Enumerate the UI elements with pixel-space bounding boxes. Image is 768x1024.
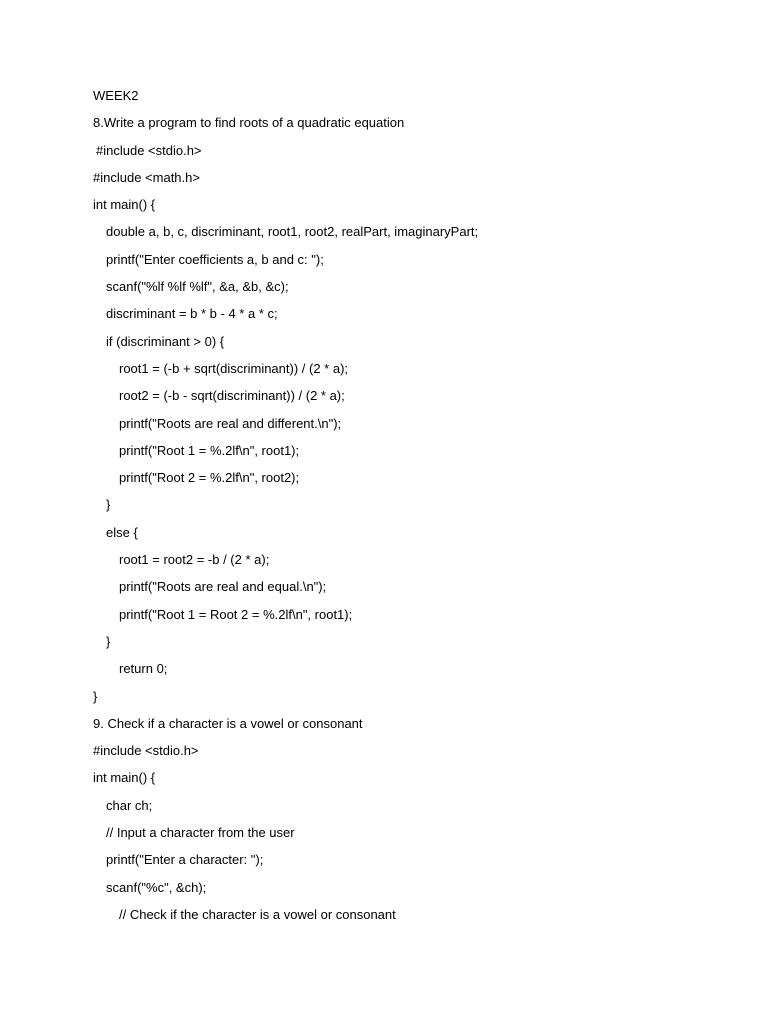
- code-line: #include <math.h>: [93, 169, 200, 185]
- code-line: }: [106, 633, 111, 649]
- code-line: int main() {: [93, 197, 156, 213]
- code-line: #include <stdio.h>: [93, 743, 199, 759]
- document-heading: WEEK2: [93, 88, 139, 103]
- code-line: return 0;: [119, 661, 168, 677]
- document-body: [93, 86, 733, 932]
- code-line: }: [106, 497, 111, 513]
- code-line: printf("Root 1 = %.2lf\n", root1);: [119, 442, 300, 458]
- code-line: double a, b, c, discriminant, root1, root2, realPart, imaginaryPart;: [106, 224, 479, 240]
- question-8-title: 8.Write a program to find roots of a quadratic equation: [93, 115, 405, 131]
- code-line: #include <stdio.h>: [96, 142, 202, 158]
- code-line: discriminant = b * b - 4 * a * c;: [106, 306, 278, 322]
- code-line: printf("Enter coefficients a, b and c: ");: [106, 251, 324, 267]
- code-line: printf("Enter a character: ");: [106, 852, 264, 868]
- code-line: // Check if the character is a vowel or consonant: [119, 906, 396, 922]
- code-line: scanf("%c", &ch);: [106, 879, 207, 895]
- code-line: // Input a character from the user: [106, 825, 295, 841]
- code-line: root1 = root2 = -b / (2 * a);: [119, 552, 270, 568]
- code-line: printf("Root 1 = Root 2 = %.2lf\n", root1);: [119, 606, 353, 622]
- code-line: root2 = (-b - sqrt(discriminant)) / (2 * a);: [119, 388, 345, 404]
- code-line: else {: [106, 524, 138, 540]
- code-line: printf("Root 2 = %.2lf\n", root2);: [119, 470, 300, 486]
- code-line: printf("Roots are real and equal.\n");: [119, 579, 327, 595]
- code-line: scanf("%lf %lf %lf", &a, &b, &c);: [106, 279, 289, 295]
- code-line: printf("Roots are real and different.\n");: [119, 415, 342, 431]
- code-line: if (discriminant > 0) {: [106, 333, 225, 349]
- code-line: root1 = (-b + sqrt(discriminant)) / (2 * a);: [119, 360, 349, 376]
- code-line: char ch;: [106, 797, 153, 813]
- code-line: }: [93, 688, 98, 704]
- code-line: int main() {: [93, 770, 156, 786]
- question-9-title: 9. Check if a character is a vowel or consonant: [93, 715, 363, 731]
